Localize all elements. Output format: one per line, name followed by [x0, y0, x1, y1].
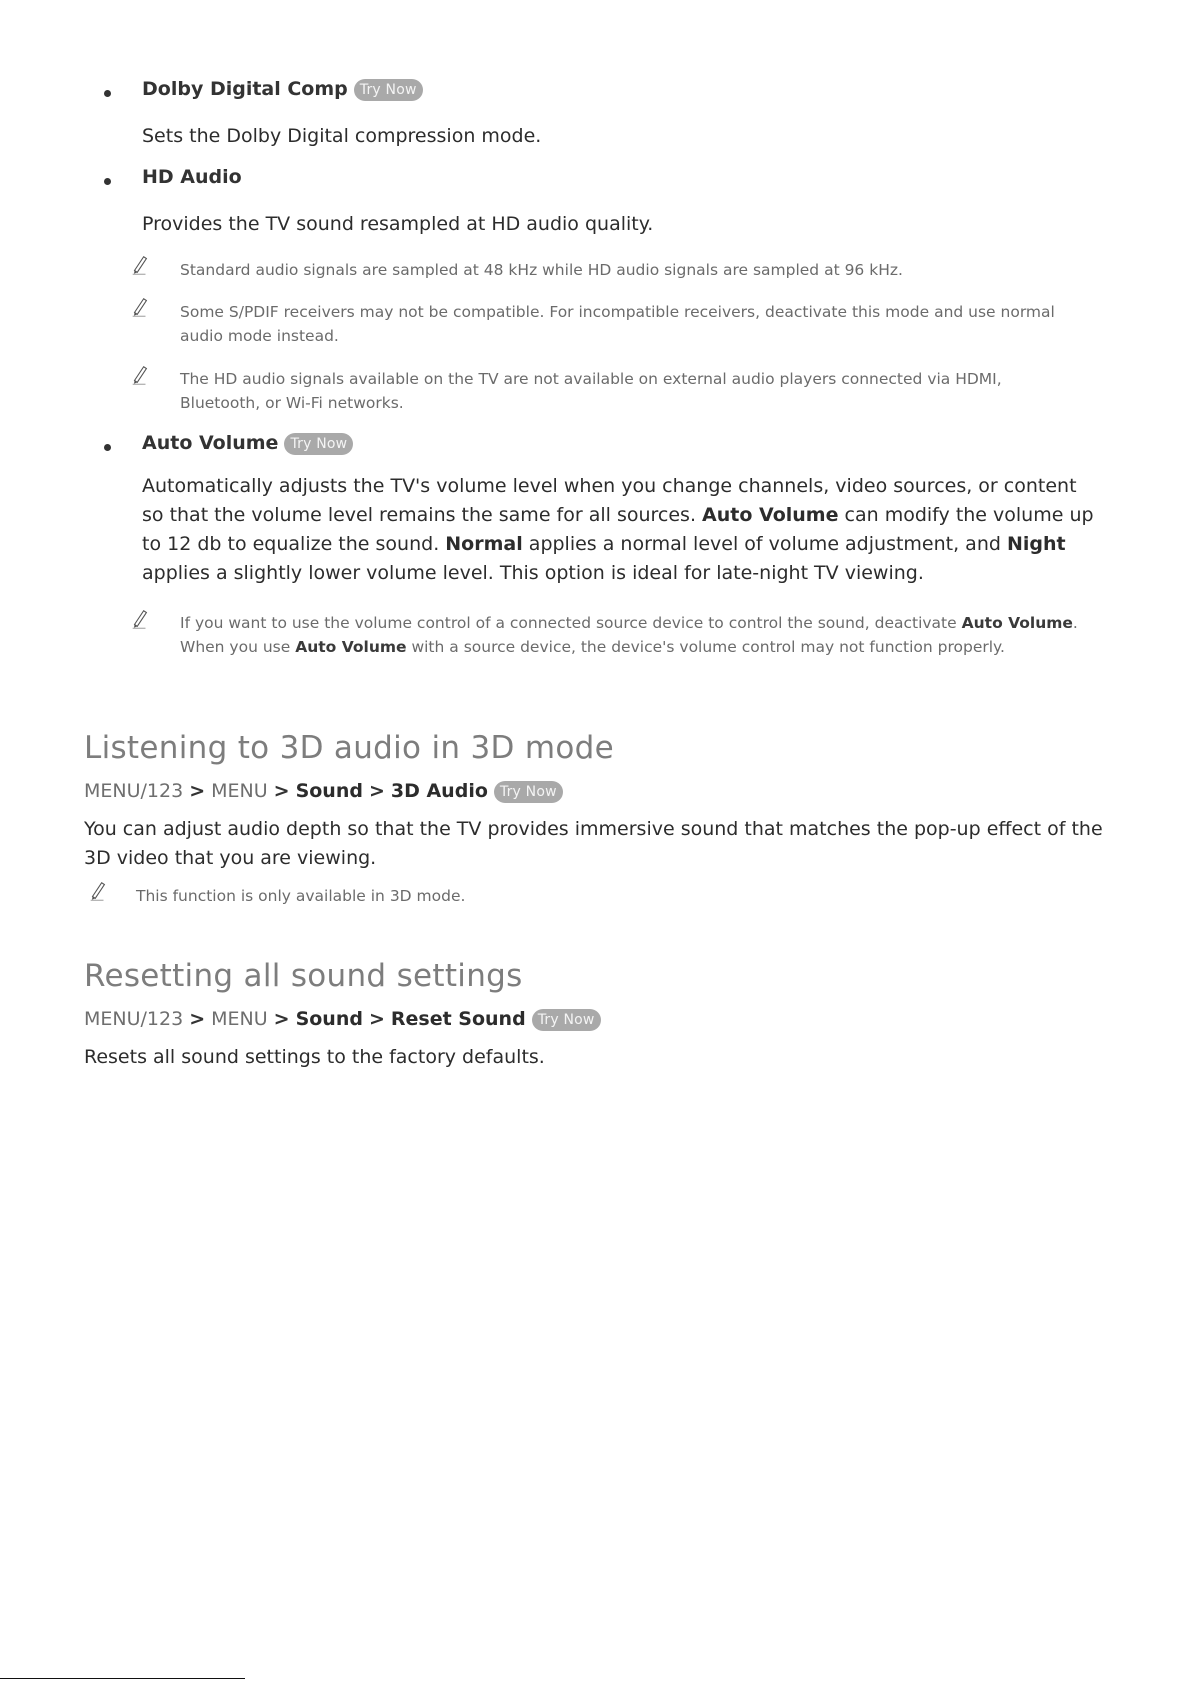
item-title-dolby — [142, 78, 423, 101]
note-hd-3: The HD audio signals available on the TV are not available on external audio players connected via HDMI, Bluetooth, or Wi-Fi networks. — [180, 370, 1002, 412]
note-pencil-icon — [88, 880, 108, 902]
note-pencil-icon — [130, 296, 150, 318]
menu-path-3d: MENU/123 > MENU > Sound > 3D Audio Try Now — [84, 780, 563, 803]
bullet-dot — [104, 90, 111, 97]
item-title-auto-volume — [142, 432, 353, 455]
note-pencil-icon — [130, 364, 150, 386]
item-desc-hd-audio: Provides the TV sound resampled at HD audio quality. — [142, 213, 654, 235]
section-heading-3d: Listening to 3D audio in 3D mode — [84, 730, 614, 766]
note-hd-2: Some S/PDIF receivers may not be compatible. For incompatible receivers, deactivate this mode and use normal audio mode instead. — [180, 303, 1055, 345]
section-heading-reset: Resetting all sound settings — [84, 958, 523, 994]
item-desc-auto-volume: Automatically adjusts the TV's volume level when you change channels, video sources, or content so that the volume level remains the same for all sources. Auto Volume can modify the volume up to 12 db to equalize the sound. Normal applies a normal level of volume adjustment, and Night applies a slightly lower volume level. This option is ideal for late-night TV viewing. — [142, 475, 1094, 584]
note-3d: This function is only available in 3D mode. — [136, 887, 466, 905]
section-body-reset: Resets all sound settings to the factory defaults. — [84, 1046, 545, 1068]
menu-path-reset: MENU/123 > MENU > Sound > Reset Sound Try Now — [84, 1008, 601, 1031]
note-hd-1: Standard audio signals are sampled at 48 kHz while HD audio signals are sampled at 96 kHz. — [180, 261, 903, 279]
bullet-dot — [104, 444, 111, 451]
try-now-button[interactable]: Try Now — [354, 79, 423, 101]
footer-divider — [0, 1678, 245, 1679]
note-pencil-icon — [130, 608, 150, 630]
item-title-hd-audio: HD Audio — [142, 166, 242, 188]
item-title-text: Dolby Digital Comp — [142, 78, 348, 100]
try-now-button[interactable]: Try Now — [532, 1009, 601, 1031]
bullet-dot — [104, 178, 111, 185]
try-now-button[interactable]: Try Now — [494, 781, 563, 803]
note-pencil-icon — [130, 254, 150, 276]
try-now-button[interactable]: Try Now — [284, 433, 353, 455]
item-title-text: Auto Volume — [142, 432, 279, 454]
section-body-3d: You can adjust audio depth so that the TV provides immersive sound that matches the pop-up effect of the 3D video that you are viewing. — [84, 818, 1103, 869]
note-auto-volume: If you want to use the volume control of a connected source device to control the sound, deactivate Auto Volume. When you use Auto Volume with a source device, the device's volume control may not function properly. — [180, 614, 1078, 656]
item-desc-dolby: Sets the Dolby Digital compression mode. — [142, 125, 542, 147]
